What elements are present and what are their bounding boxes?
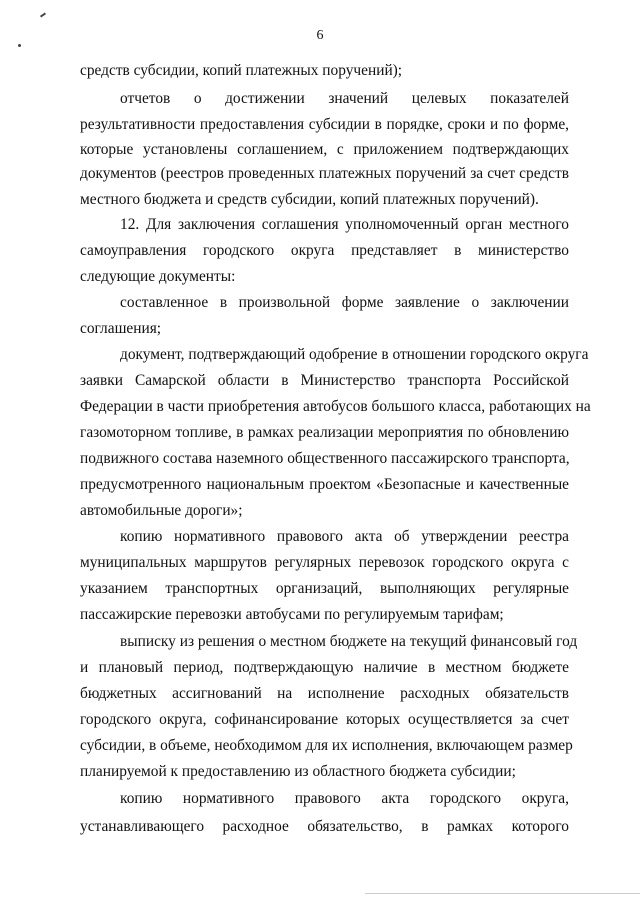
text-line: средств субсидии, копий платежных поручений); [80,62,403,79]
text-line: муниципальных маршрутов регулярных перевозок городского округа с [80,554,569,571]
text-line: и плановый период, подтверждающую наличие в местном бюджете [80,659,569,676]
text-line: составленное в произвольной форме заявление о заключении [120,294,569,311]
text-line: пассажирские перевозки автобусами по регулируемым тарифам; [80,606,504,623]
text-line: которые установлены соглашением, с приложением подтверждающих [80,141,569,158]
text-line: заявки Самарской области в Министерство транспорта Российской [80,372,569,389]
text-line: соглашения; [80,320,162,337]
text-line: копию нормативного правового акта об утверждении реестра [120,528,569,545]
text-line: предусмотренного национальным проектом «Безопасные и качественные [80,476,569,493]
text-line: следующие документы: [80,268,236,285]
text-line: документ, подтверждающий одобрение в отношении городского округа [120,346,589,363]
text-line: копию нормативного правового акта городского округа, [120,790,569,807]
text-line: указанием транспортных организаций, выполняющих регулярные [80,580,569,597]
text-line: результативности предоставления субсидии в порядке, сроки и по форме, [80,116,569,133]
bottom-edge-line [365,893,640,894]
text-line: бюджетных ассигнований на исполнение расходных обязательств [80,685,569,702]
text-line: городского округа, софинансирование которых осуществляется за счет [80,711,569,728]
text-line: самоуправления городского округа представляет в министерство [80,242,569,259]
text-line: планируемой к предоставлению из областного бюджета субсидии; [80,763,516,780]
text-line: устанавливающего расходное обязательство, в рамках которого [80,818,569,835]
text-line: 12. Для заключения соглашения уполномоченный орган местного [120,216,569,233]
text-line: Федерации в части приобретения автобусов большого класса, работающих на [80,398,591,415]
scan-mark-top [40,12,46,17]
scan-mark-left [18,44,21,47]
text-line: газомоторном топливе, в рамках реализации мероприятия по обновлению [80,424,569,441]
text-line: отчетов о достижении значений целевых показателей [120,90,569,107]
text-line: субсидии, в объеме, необходимом для их исполнения, включающем размер [80,737,573,754]
text-line: документов (реестров проведенных платежных поручений за счет средств [80,165,569,182]
page-number: 6 [316,28,324,43]
text-line: подвижного состава наземного общественного пассажирского транспорта, [80,450,570,467]
text-line: местного бюджета и средств субсидии, копий платежных поручений). [80,191,539,208]
text-line: выписку из решения о местном бюджете на текущий финансовый год [120,633,578,650]
text-line: автомобильные дороги»; [80,502,243,519]
